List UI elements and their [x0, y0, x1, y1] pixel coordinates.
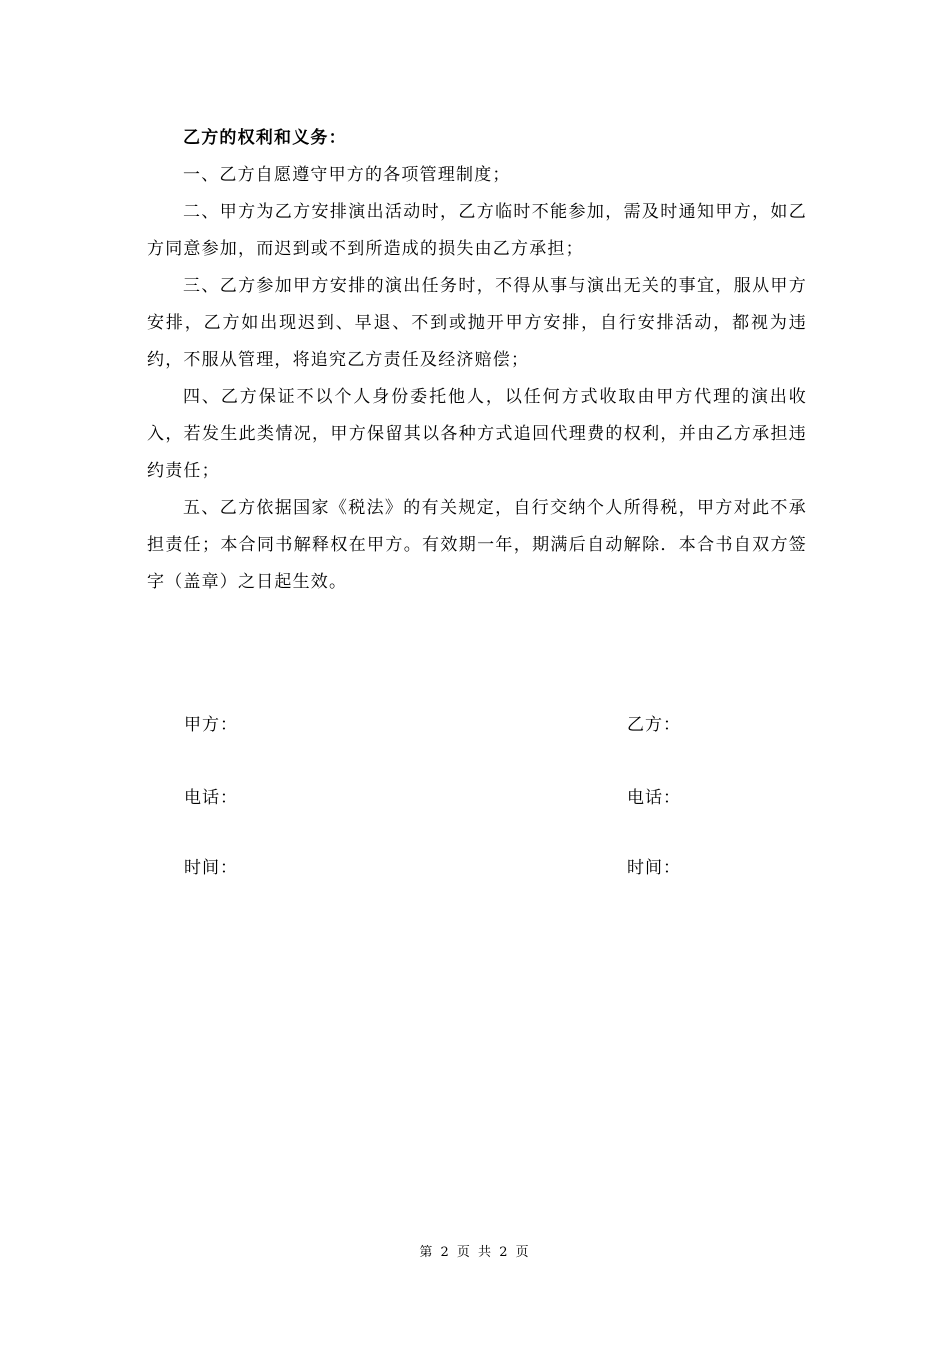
party-a-time-label: 时间：: [184, 858, 238, 878]
page-number-footer: 第 2 页 共 2 页: [419, 1245, 531, 1260]
party-a-phone-label: 电话：: [184, 788, 238, 808]
section-heading: 乙方的权利和义务：: [183, 128, 347, 148]
clause-2: 二、甲方为乙方安排演出活动时，乙方临时不能参加，需及时通知甲方，如乙方同意参加，而迟到或不到所造成的损失由乙方承担；: [147, 202, 807, 259]
clause-1: 一、乙方自愿遵守甲方的各项管理制度；: [183, 165, 511, 185]
contract-body: [147, 120, 807, 601]
party-b-name-label: 乙方：: [627, 715, 681, 735]
party-b-phone-label: 电话：: [627, 788, 681, 808]
clause-3: 三、乙方参加甲方安排的演出任务时，不得从事与演出无关的事宜，服从甲方安排，乙方如出现迟到、早退、不到或抛开甲方安排，自行安排活动，都视为违约，不服从管理，将追究乙方责任及经济赔偿；: [147, 276, 807, 370]
clause-5: 五、乙方依据国家《税法》的有关规定，自行交纳个人所得税，甲方对此不承担责任；本合同书解释权在甲方。有效期一年，期满后自动解除．本合书自双方签字（盖章）之日起生效。: [147, 498, 807, 592]
clause-4: 四、乙方保证不以个人身份委托他人，以任何方式收取由甲方代理的演出收入，若发生此类情况，甲方保留其以各种方式追回代理费的权利，并由乙方承担违约责任；: [147, 387, 807, 481]
party-b-time-label: 时间：: [627, 858, 681, 878]
party-a-name-label: 甲方：: [184, 715, 238, 735]
